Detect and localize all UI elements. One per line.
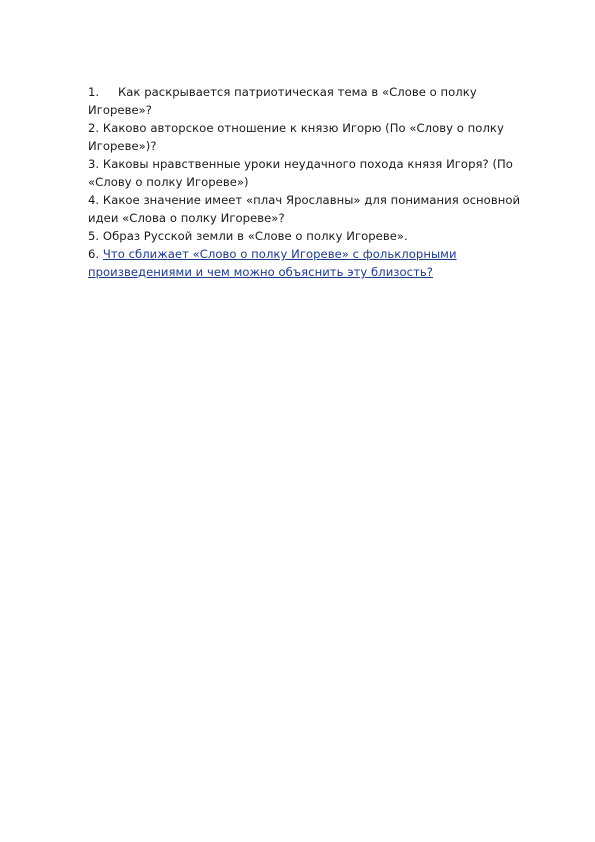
question-number: 2. <box>88 121 100 135</box>
question-text: Как раскрывается патриотическая тема в «Слове о полку Игореве»? <box>88 85 477 117</box>
question-number: 3. <box>88 157 100 171</box>
question-number: 5. <box>88 229 100 243</box>
question-text: Каково авторское отношение к князю Игорю (По «Слову о полку Игореве»)? <box>88 121 504 153</box>
question-item-4 <box>88 191 538 227</box>
question-text: Каковы нравственные уроки неудачного похода князя Игоря? (По «Слову о полку Игореве») <box>88 157 513 189</box>
question-item-6 <box>88 245 538 281</box>
question-item-1 <box>88 83 538 119</box>
question-item-5 <box>88 227 538 245</box>
question-list <box>88 83 538 281</box>
question-item-3 <box>88 155 538 191</box>
question-text: Образ Русской земли в «Слове о полку Игореве». <box>102 229 408 243</box>
question-number: 1. <box>88 85 100 99</box>
question-text: Какое значение имеет «плач Ярославны» для понимания основной идеи «Слова о полку Игореве»? <box>88 193 521 225</box>
question-number: 6. <box>88 247 100 261</box>
question-link[interactable]: Что сближает «Слово о полку Игореве» с фольклорными произведениями и чем можно объяснить эту близость? <box>88 247 457 279</box>
question-number: 4. <box>88 193 100 207</box>
question-item-2 <box>88 119 538 155</box>
